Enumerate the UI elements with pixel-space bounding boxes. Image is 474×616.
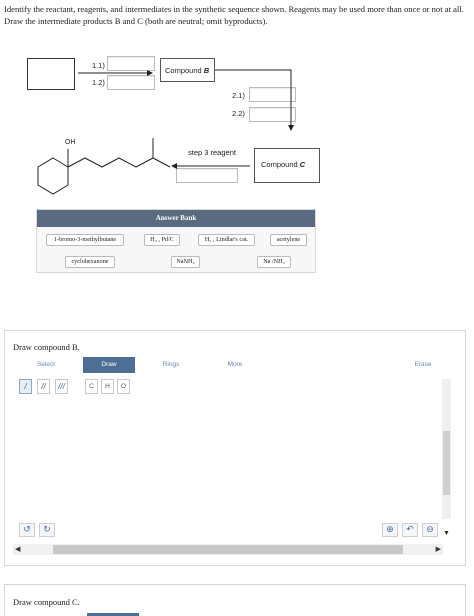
product-structure xyxy=(38,138,170,194)
oxygen-atom-button[interactable]: O xyxy=(117,379,130,394)
compound-b-box xyxy=(160,58,215,82)
compound-c-label: Compound xyxy=(261,160,298,169)
scroll-right-arrow-icon[interactable]: ▶ xyxy=(435,545,441,553)
rings-tool[interactable]: Rings xyxy=(162,361,180,368)
scroll-left-arrow-icon[interactable]: ◀ xyxy=(15,545,21,553)
reagent-1-2-drop-box[interactable] xyxy=(107,75,155,90)
erase-tool[interactable]: Erase xyxy=(414,361,432,368)
step-2-1-label: 2.1) xyxy=(232,91,245,100)
compound-c-letter: C xyxy=(299,160,306,169)
step-2-2-label: 2.2) xyxy=(232,109,245,118)
horizontal-scroll-thumb[interactable] xyxy=(53,545,403,554)
bank-item-nanh2[interactable]: NaNH₂ xyxy=(171,256,200,268)
bank-item-acetylene[interactable]: acetylene xyxy=(270,234,307,246)
redo-icon[interactable]: ↻ xyxy=(39,523,55,537)
bank-item-cyclohexanone[interactable]: cyclohexanone xyxy=(65,256,115,268)
canvas-scrollbar-horizontal[interactable] xyxy=(13,544,443,555)
step-3-reagent-drop-box[interactable] xyxy=(176,168,238,183)
draw-tool[interactable]: Draw xyxy=(83,357,135,373)
zoom-out-icon[interactable]: ⊖ xyxy=(422,523,438,537)
canvas-scrollbar-vertical[interactable] xyxy=(442,379,451,519)
scroll-down-arrow-icon[interactable]: ▼ xyxy=(443,529,450,537)
step-1-2-label: 1.2) xyxy=(92,78,105,87)
reagent-1-1-drop-box[interactable] xyxy=(107,56,155,71)
step-1-1-label: 1.1) xyxy=(92,61,105,70)
carbon-atom-button[interactable]: C xyxy=(85,379,98,394)
reagent-2-2-drop-box[interactable] xyxy=(249,107,296,122)
more-tool[interactable]: More xyxy=(227,361,243,368)
draw-compound-c-panel xyxy=(4,584,466,616)
reagent-2-1-drop-box[interactable] xyxy=(249,87,296,102)
undo-icon[interactable]: ↺ xyxy=(19,523,35,537)
draw-b-title: Draw compound B. xyxy=(13,342,80,352)
compound-b-label: Compound xyxy=(165,66,202,75)
starting-material-drop-box[interactable] xyxy=(27,58,75,90)
bank-item-h2-pdc[interactable]: H₂ , Pd/C xyxy=(144,234,180,246)
select-tool[interactable]: Select xyxy=(36,361,56,368)
step-3-reagent-label: step 3 reagent xyxy=(188,148,236,157)
question-text: Identify the reactant, reagents, and intermediates in the synthetic sequence shown. Reagents may be used more than once or not at all. Draw the intermediate products B and C (both are neutral; omit byproducts). xyxy=(4,4,464,26)
zoom-reset-icon[interactable]: ↶ xyxy=(402,523,418,537)
compound-b-letter: B xyxy=(203,66,210,75)
oh-label: OH xyxy=(65,139,76,146)
answer-bank-title: Answer Bank xyxy=(37,210,315,227)
single-bond-button[interactable]: / xyxy=(19,379,32,394)
draw-c-title: Draw compound C. xyxy=(13,597,80,607)
zoom-in-icon[interactable]: ⊕ xyxy=(382,523,398,537)
hydrogen-atom-button[interactable]: H xyxy=(101,379,114,394)
answer-bank xyxy=(36,209,316,273)
triple-bond-button[interactable]: /// xyxy=(55,379,68,394)
bank-item-na-nh3[interactable]: Na /NH₃ xyxy=(257,256,291,268)
draw-compound-b-panel xyxy=(4,330,466,566)
bank-item-1-bromo-3-methylbutane[interactable]: 1-bromo-3-methylbutane xyxy=(46,234,124,246)
compound-c-box xyxy=(254,148,320,183)
bank-item-h2-lindlar[interactable]: H₂ , Lindlar's cat. xyxy=(198,234,255,246)
vertical-scroll-thumb[interactable] xyxy=(443,431,450,495)
double-bond-button[interactable]: // xyxy=(37,379,50,394)
